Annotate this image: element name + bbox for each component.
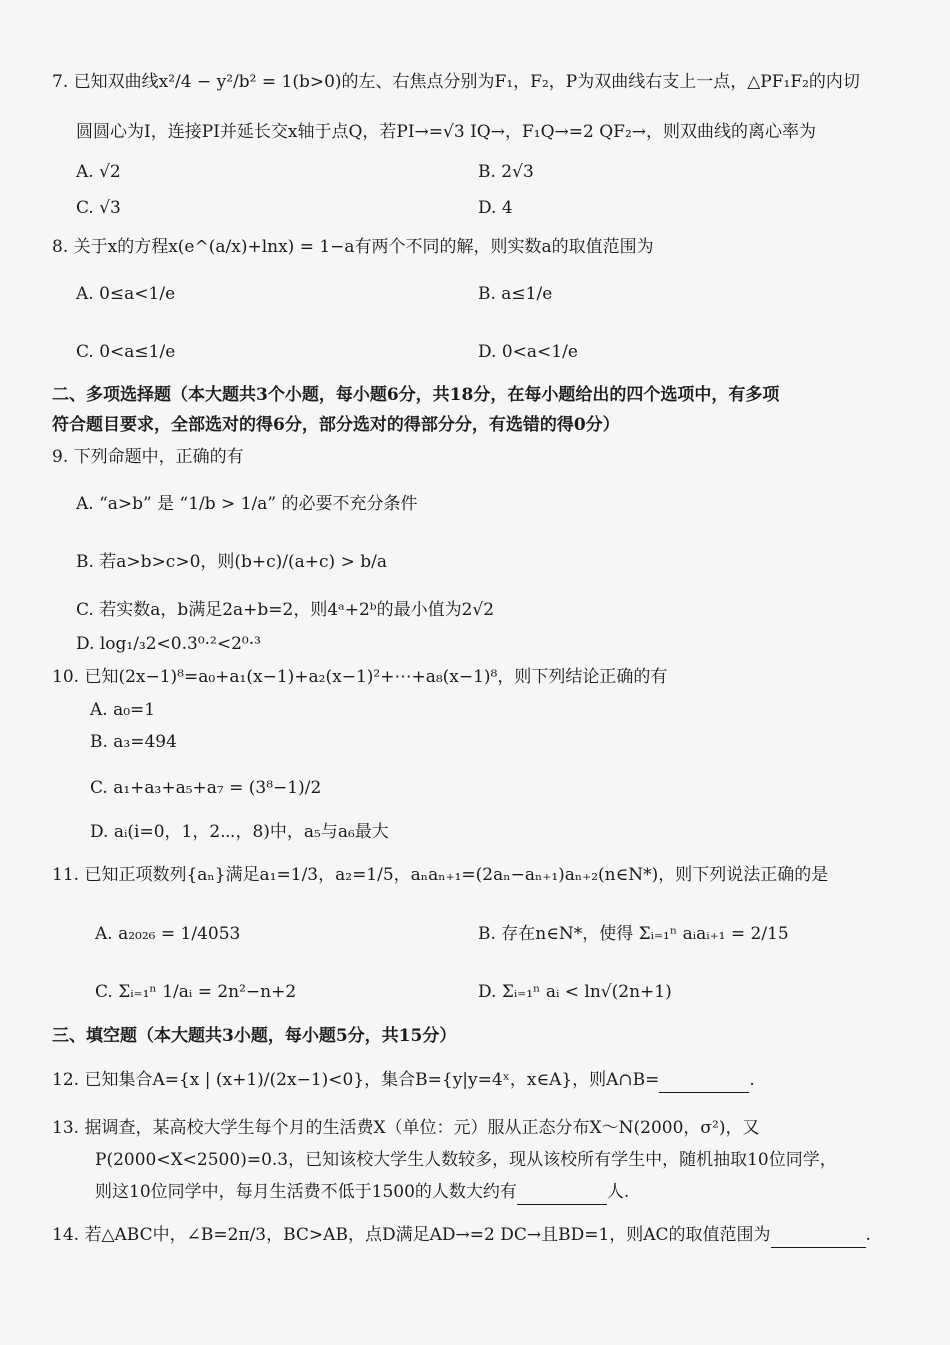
q7-stem-line1: 7. 已知双曲线x²/4 − y²/b² = 1(b>0)的左、右焦点分别为F₁，F₂，P为双曲线右支上一点，△PF₁F₂的内切 (52, 72, 860, 92)
q9-option-b: B. 若a>b>c>0，则(b+c)/(a+c) > b/a (76, 552, 387, 572)
q8-option-c: C. 0<a≤1/e (76, 342, 176, 362)
section3-header: 三、填空题（本大题共3小题，每小题5分，共15分） (52, 1026, 457, 1046)
q13-stem-line2: P(2000<X<2500)=0.3，已知该校大学生人数较多，现从该校所有学生中，随机抽取10位同学， (95, 1150, 837, 1170)
q14-text: 14. 若△ABC中，∠B=2π/3，BC>AB，点D满足AD→=2 DC→且BD=1，则AC的取值范围为 (52, 1225, 771, 1245)
section2-header-line2: 符合题目要求，全部选对的得6分，部分选对的得部分分，有选错的得0分） (52, 415, 620, 435)
q14-text-end: . (865, 1225, 871, 1245)
q7-option-c: C. √3 (76, 198, 121, 218)
q13-stem-line1: 13. 据调查，某高校大学生每个月的生活费X（单位：元）服从正态分布X～N(2000，σ²)，又 (52, 1118, 760, 1138)
q13-text-end: 人. (606, 1182, 630, 1202)
q13-stem-line3 (95, 1180, 629, 1205)
q11-option-c: C. Σᵢ₌₁ⁿ 1/aᵢ = 2n²−n+2 (95, 982, 297, 1002)
q10-option-c: C. a₁+a₃+a₅+a₇ = (3⁸−1)/2 (90, 778, 322, 798)
q9-option-d: D. log₁/₃2<0.3⁰·²<2⁰·³ (76, 634, 261, 654)
q11-stem: 11. 已知正项数列{aₙ}满足a₁=1/3，a₂=1/5，aₙaₙ₊₁=(2aₙ−aₙ₊₁)aₙ₊₂(n∈N*)，则下列说法正确的是 (52, 865, 829, 885)
q12-stem (52, 1068, 755, 1093)
q9-option-a: A. “a>b” 是 “1/b > 1/a” 的必要不充分条件 (76, 494, 418, 514)
q10-option-a: A. a₀=1 (90, 700, 156, 720)
q7-option-a: A. √2 (76, 162, 121, 182)
q7-stem-line2: 圆圆心为I，连接PI并延长交x轴于点Q，若PI→=√3 IQ→，F₁Q→=2 QF₂→，则双曲线的离心率为 (76, 122, 817, 142)
q7-option-b: B. 2√3 (478, 162, 534, 182)
q13-text: 则这10位同学中，每月生活费不低于1500的人数大约有 (95, 1182, 517, 1202)
q8-option-a: A. 0≤a<1/e (76, 284, 176, 304)
q8-option-d: D. 0<a<1/e (478, 342, 578, 362)
q8-stem: 8. 关于x的方程x(e^(a/x)+lnx) = 1−a有两个不同的解，则实数a的取值范围为 (52, 237, 654, 257)
q12-answer-blank[interactable] (659, 1068, 749, 1093)
q10-option-d: D. aᵢ(i=0，1，2⋯，8)中，a₅与a₆最大 (90, 822, 389, 842)
q14-answer-blank[interactable] (771, 1223, 866, 1248)
q14-stem (52, 1223, 871, 1248)
q13-answer-blank[interactable] (517, 1180, 607, 1205)
section2-header-line1: 二、多项选择题（本大题共3个小题，每小题6分，共18分，在每小题给出的四个选项中，有多项 (52, 385, 780, 405)
q7-option-d: D. 4 (478, 198, 513, 218)
q11-option-d: D. Σᵢ₌₁ⁿ aᵢ < ln√(2n+1) (478, 982, 672, 1002)
q9-stem: 9. 下列命题中，正确的有 (52, 447, 244, 467)
q11-option-a: A. a₂₀₂₆ = 1/4053 (95, 924, 241, 944)
q8-option-b: B. a≤1/e (478, 284, 553, 304)
q10-option-b: B. a₃=494 (90, 732, 177, 752)
q9-option-c: C. 若实数a，b满足2a+b=2，则4ᵃ+2ᵇ的最小值为2√2 (76, 600, 495, 620)
q10-stem: 10. 已知(2x−1)⁸=a₀+a₁(x−1)+a₂(x−1)²+⋯+a₈(x−1)⁸，则下列结论正确的有 (52, 667, 668, 687)
q11-option-b: B. 存在n∈N*，使得 Σᵢ₌₁ⁿ aᵢaᵢ₊₁ = 2/15 (478, 924, 789, 944)
q12-text: 12. 已知集合A={x | (x+1)/(2x−1)<0}，集合B={y|y=4ˣ，x∈A}，则A∩B= (52, 1070, 660, 1090)
q12-text-end: . (749, 1070, 755, 1090)
